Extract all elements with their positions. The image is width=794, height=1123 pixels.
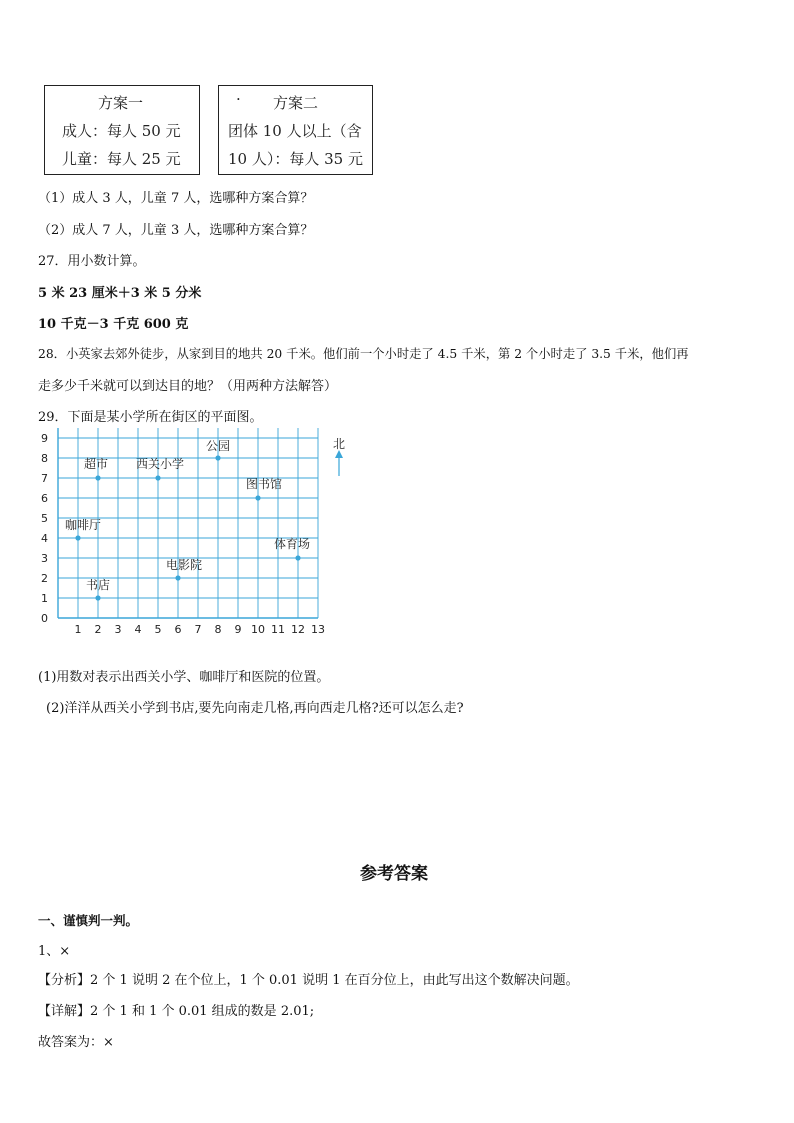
location-label: 超市 [83, 457, 109, 471]
x-tick-label: 3 [114, 623, 122, 636]
y-tick-label: 3 [41, 552, 48, 565]
location-point [155, 475, 160, 480]
plan-two-box [218, 85, 373, 175]
y-tick-label: 0 [41, 612, 48, 625]
street-grid-map [30, 428, 360, 658]
x-tick-label: 9 [234, 623, 242, 636]
x-tick-label: 13 [311, 623, 325, 636]
question-29-part-2: (2)洋洋从西关小学到书店,要先向南走几格,再向西走几格?还可以怎么走? [46, 701, 464, 716]
answers-title: 参考答案 [360, 864, 428, 884]
answers-section-1: 一、谨慎判一判。 [38, 913, 139, 928]
x-tick-label: 12 [291, 623, 305, 636]
question-27-calc-b: 10 千克－3 千克 600 克 [38, 317, 189, 332]
answer-item-1: 1、× [38, 944, 71, 959]
location-label: 公园 [205, 439, 231, 453]
location-label: 图书馆 [245, 477, 283, 491]
question-26-part-2: （2）成人 7 人，儿童 3 人，选哪种方案合算？ [38, 223, 314, 238]
question-29-part-1: (1)用数对表示出西关小学、咖啡厅和医院的位置。 [38, 670, 330, 685]
x-tick-label: 2 [94, 623, 102, 636]
location-point [75, 535, 80, 540]
question-26-part-1: （1）成人 3 人，儿童 7 人，选哪种方案合算？ [38, 191, 314, 206]
y-tick-label: 6 [41, 492, 48, 505]
plan-two-title: 方案二 [273, 94, 319, 112]
question-27-calc-a: 5 米 23 厘米＋3 米 5 分米 [38, 286, 202, 301]
location-label: 书店 [85, 578, 111, 592]
x-tick-label: 4 [134, 623, 142, 636]
y-tick-label: 2 [41, 572, 48, 585]
x-tick-label: 8 [214, 623, 222, 636]
location-label: 电影院 [165, 558, 203, 572]
x-tick-label: 5 [154, 623, 162, 636]
x-tick-label: 1 [74, 623, 82, 636]
location-point [295, 555, 300, 560]
x-tick-label: 6 [174, 623, 182, 636]
y-tick-label: 1 [41, 592, 48, 605]
answer-conclusion: 故答案为：× [38, 1035, 114, 1050]
question-28-line-2: 走多少千米就可以到达目的地？（用两种方法解答） [38, 379, 338, 394]
y-tick-label: 8 [41, 452, 48, 465]
x-tick-label: 7 [194, 623, 202, 636]
answer-analysis: 【分析】2 个 1 说明 2 在个位上，1 个 0.01 说明 1 在百分位上，由此写出这个数解决问题。 [38, 973, 579, 988]
plan-two-dot: · [236, 90, 241, 108]
location-label: 体育场 [273, 537, 311, 551]
plan-two-group-condition: 团体 10 人以上（含 [228, 122, 362, 140]
location-point [255, 495, 260, 500]
plan-one-title: 方案一 [98, 94, 144, 112]
plan-two-group-price: 10 人）：每人 35 元 [228, 150, 363, 168]
question-28-line-1: 28．小英家去郊外徒步，从家到目的地共 20 千米。他们前一个小时走了 4.5 千米，第 2 个小时走了 3.5 千米，他们再 [38, 347, 689, 361]
location-point [95, 475, 100, 480]
answer-detail: 【详解】2 个 1 和 1 个 0.01 组成的数是 2.01; [38, 1004, 315, 1019]
plan-one-adult-price: 成人：每人 50 元 [62, 122, 181, 140]
x-tick-label: 11 [271, 623, 285, 636]
location-label: 咖啡厅 [64, 518, 102, 532]
plan-one-box [44, 85, 200, 175]
y-tick-label: 9 [41, 432, 48, 445]
plan-one-child-price: 儿童：每人 25 元 [62, 150, 181, 168]
location-point [175, 575, 180, 580]
x-tick-label: 10 [251, 623, 265, 636]
location-point [215, 455, 220, 460]
y-tick-label: 4 [41, 532, 48, 545]
location-point [95, 595, 100, 600]
y-tick-label: 5 [41, 512, 48, 525]
location-label: 西关小学 [135, 457, 185, 471]
north-arrow-icon [335, 450, 343, 458]
north-label: 北 [333, 437, 346, 451]
question-29-title: 29．下面是某小学所在街区的平面图。 [38, 410, 263, 425]
question-27-title: 27．用小数计算。 [38, 254, 146, 269]
y-tick-label: 7 [41, 472, 48, 485]
